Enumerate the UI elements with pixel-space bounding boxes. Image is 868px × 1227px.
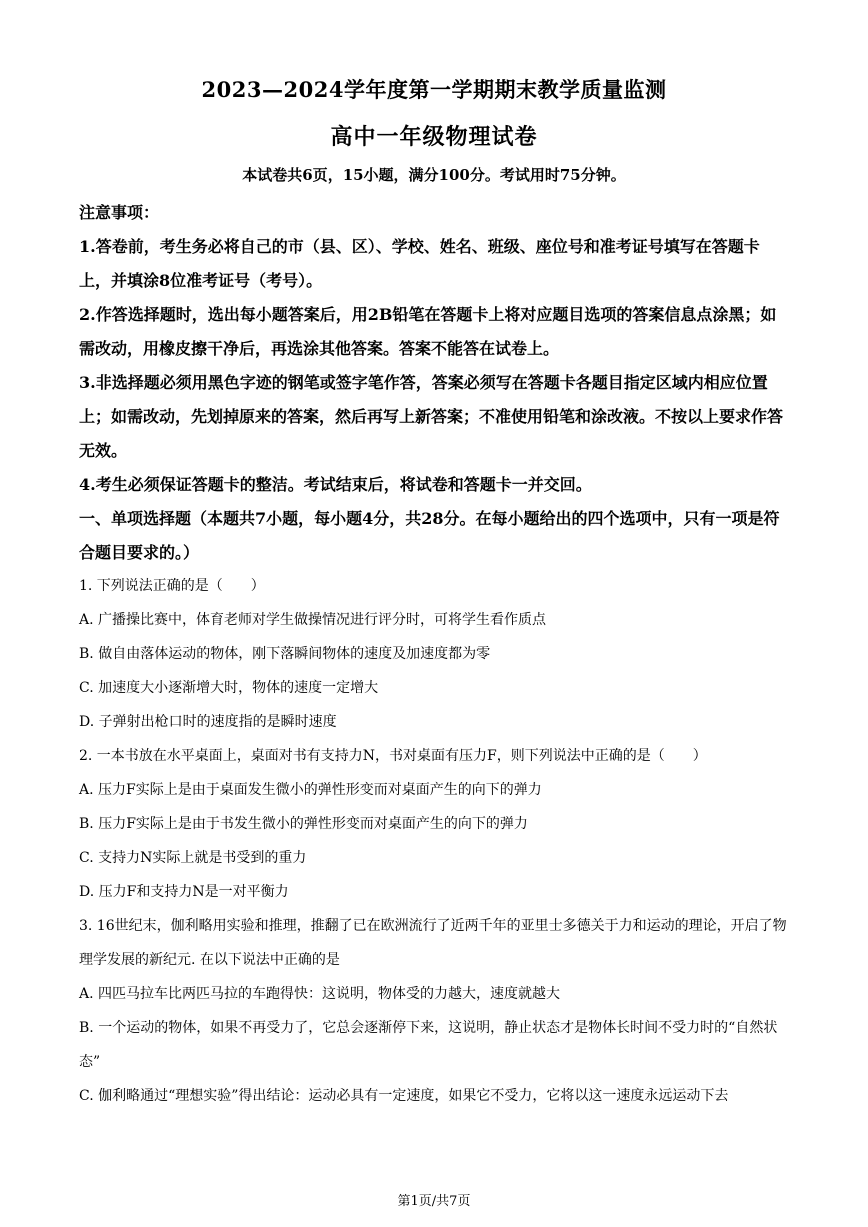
question-option: A. 广播操比赛中，体育老师对学生做操情况进行评分时，可将学生看作质点 — [79, 612, 547, 628]
question-option: C. 加速度大小逐渐增大时，物体的速度一定增大 — [79, 680, 379, 696]
notice-heading: 注意事项： — [79, 203, 160, 222]
question-stem: 2. 一本书放在水平桌面上，桌面对书有支持力N，书对桌面有压力F，则下列说法中正确的是（ ） — [79, 748, 707, 764]
question-stem: 1. 下列说法正确的是（ ） — [79, 578, 265, 594]
notice-item: 1.答卷前，考生务必将自己的市（县、区）、学校、姓名、班级、座位号和准考证号填写在答题卡上，并填涂8位准考证号（考号）。 — [79, 237, 760, 290]
question-option: B. 做自由落体运动的物体，刚下落瞬间物体的速度及加速度都为零 — [79, 646, 491, 662]
notice-item: 3.非选择题必须用黑色字迹的钢笔或签字笔作答，答案必须写在答题卡各题目指定区域内相应位置上；如需改动，先划掉原来的答案，然后再写上新答案；不准使用铅笔和涂改液。不按以上要求作答无效。 — [79, 373, 784, 460]
exam-info: 本试卷共6页，15小题，满分100分。考试用时75分钟。 — [242, 166, 626, 184]
notice-item: 2.作答选择题时，选出每小题答案后，用2B铅笔在答题卡上将对应题目选项的答案信息点涂黑；如需改动，用橡皮擦干净后，再选涂其他答案。答案不能答在试卷上。 — [79, 305, 777, 358]
notice-item: 4.考生必须保证答题卡的整洁。考试结束后，将试卷和答题卡一并交回。 — [79, 475, 592, 494]
question-stem: 3. 16世纪末，伽利略用实验和推理，推翻了已在欧洲流行了近两千年的亚里士多德关于力和运动的理论，开启了物理学发展的新纪元. 在以下说法中正确的是 — [79, 918, 787, 968]
exam-title: 2023—2024学年度第一学期期末教学质量监测 — [201, 77, 667, 102]
question-option: D. 子弹射出枪口时的速度指的是瞬时速度 — [79, 714, 337, 730]
question-option: B. 一个运动的物体，如果不再受力了，它总会逐渐停下来，这说明，静止状态才是物体长时间不受力时的“自然状态” — [79, 1020, 778, 1070]
question-option: D. 压力F和支持力N是一对平衡力 — [79, 884, 289, 900]
exam-subtitle: 高中一年级物理试卷 — [330, 124, 538, 150]
question-option: B. 压力F实际上是由于书发生微小的弹性形变而对桌面产生的向下的弹力 — [79, 816, 528, 832]
notice-section — [79, 196, 791, 570]
question-option: C. 伽利略通过“理想实验”得出结论：运动必具有一定速度，如果它不受力，它将以这一速度永远运动下去 — [79, 1088, 729, 1104]
question-option: C. 支持力N实际上就是书受到的重力 — [79, 850, 307, 866]
page-footer: 第1页/共7页 — [397, 1194, 471, 1209]
section-heading: 一、单项选择题（本题共7小题，每小题4分，共28分。在每小题给出的四个选项中，只有一项是符合题目要求的。） — [79, 509, 780, 562]
question-option: A. 四匹马拉车比两匹马拉的车跑得快：这说明，物体受的力越大，速度就越大 — [79, 986, 561, 1002]
question-option: A. 压力F实际上是由于桌面发生微小的弹性形变而对桌面产生的向下的弹力 — [79, 782, 542, 798]
questions-section — [79, 569, 791, 1113]
